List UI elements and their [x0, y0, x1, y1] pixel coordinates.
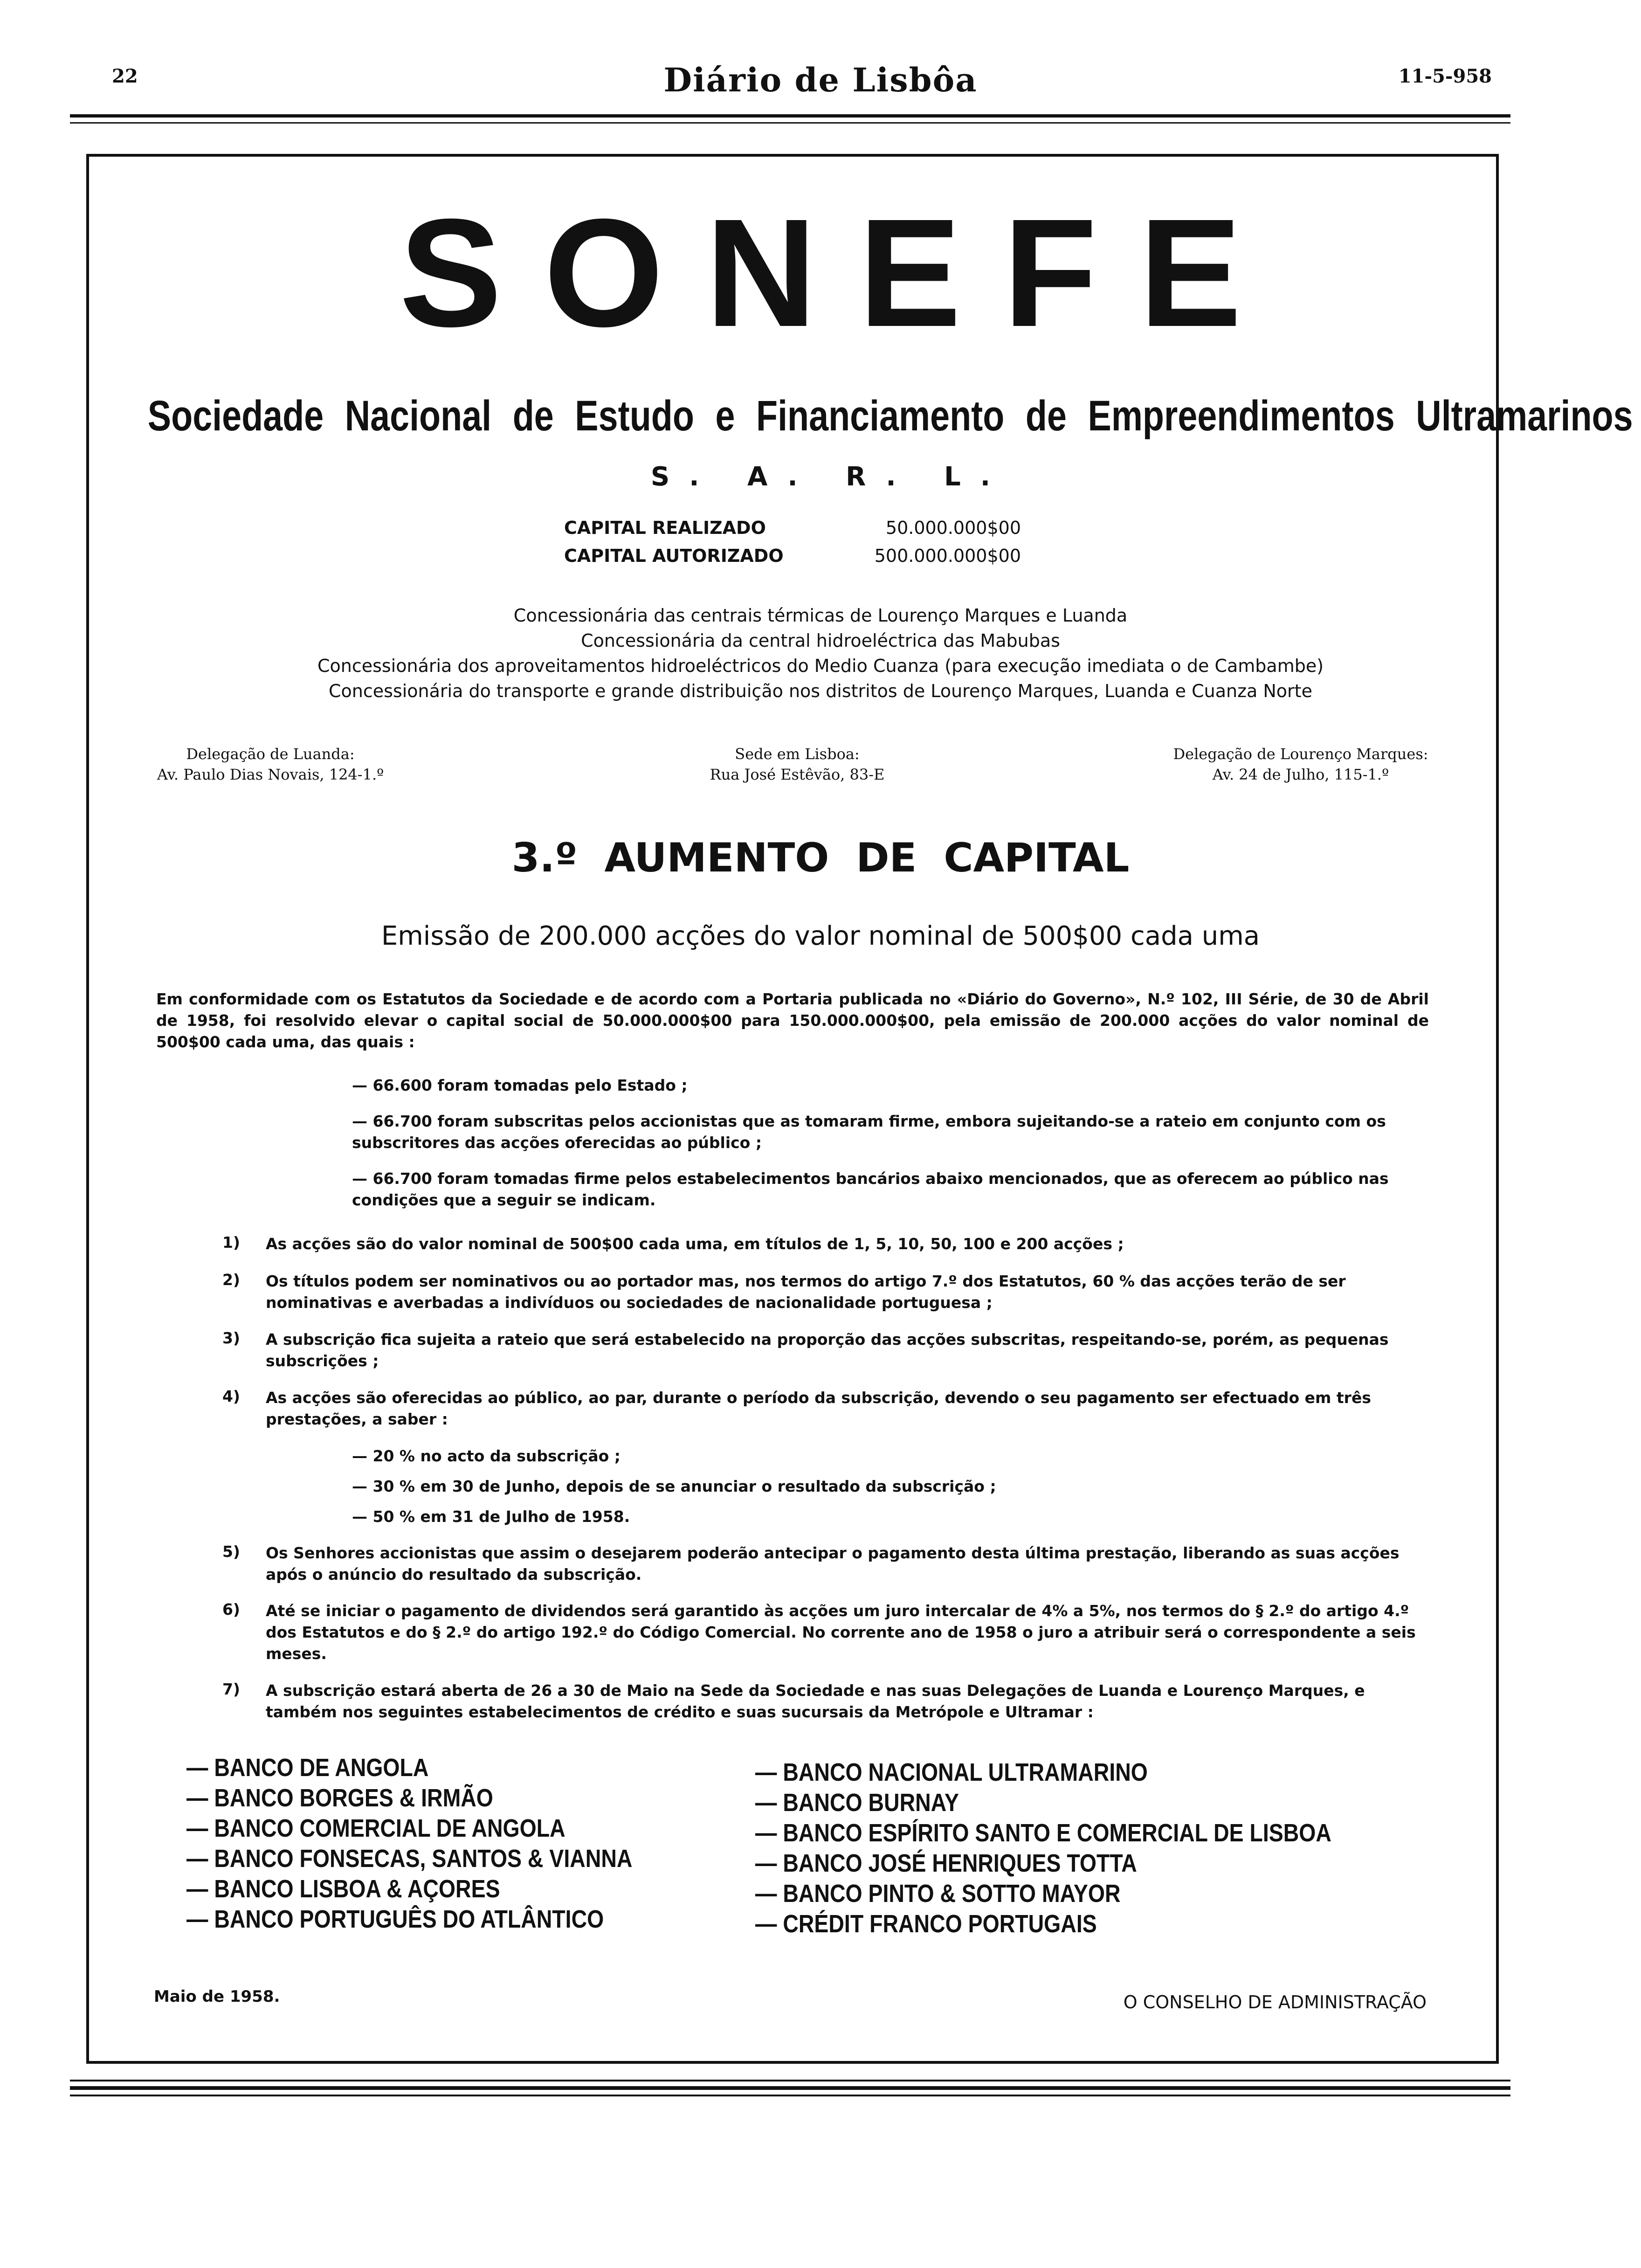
- condition-text: A subscrição fica sujeita a rateio que será estabelecido na proporção das acções subscritas, respeitando-se, porém, as pequenas subscrições ;: [266, 1330, 1389, 1370]
- footer-date: Maio de 1958.: [154, 1987, 280, 2006]
- footer-rule-thin: [70, 2080, 1510, 2081]
- page-number: 22: [112, 65, 138, 87]
- capital-autorizado-label: CAPITAL AUTORIZADO: [564, 546, 784, 566]
- header-rule-thick: [70, 114, 1510, 118]
- bank-list-item: — BANCO BORGES & IRMÃO: [186, 1784, 493, 1812]
- bank-list-item: — BANCO NACIONAL ULTRAMARINO: [755, 1758, 1148, 1786]
- condition-number: 5): [222, 1542, 240, 1561]
- issue-date: 11-5-958: [1398, 65, 1492, 87]
- office-lisboa: [662, 744, 932, 785]
- capital-autorizado-value: 500.000.000$00: [874, 546, 1021, 566]
- concession-line: Concessionária do transporte e grande distribuição nos distritos de Lourenço Marques, Luanda e Cuanza Norte: [329, 681, 1312, 701]
- office-address: Rua José Estêvão, 83-E: [710, 766, 885, 783]
- condition-number: 4): [222, 1387, 240, 1405]
- footer-signature: O CONSELHO DE ADMINISTRAÇÃO: [1123, 1992, 1427, 2012]
- footer-rule-thin-2: [70, 2095, 1510, 2096]
- office-luanda: [140, 744, 401, 785]
- allocation-item: — 66.600 foram tomadas pelo Estado ;: [352, 1076, 688, 1094]
- condition-text: As acções são do valor nominal de 500$00 cada uma, em títulos de 1, 5, 10, 50, 100 e 200 acções ;: [266, 1235, 1124, 1253]
- bank-list-item: — BANCO LISBOA & AÇORES: [186, 1875, 500, 1903]
- office-title: Delegação de Lourenço Marques:: [1173, 745, 1428, 763]
- bank-list-item: — CRÉDIT FRANCO PORTUGAIS: [755, 1910, 1097, 1938]
- bank-list-item: — BANCO PORTUGUÊS DO ATLÂNTICO: [186, 1905, 604, 1933]
- capital-realizado-label: CAPITAL REALIZADO: [564, 518, 766, 538]
- office-address: Av. Paulo Dias Novais, 124-1.º: [157, 766, 384, 783]
- bank-list-item: — BANCO PINTO & SOTTO MAYOR: [755, 1880, 1121, 1908]
- installment-item: — 50 % em 31 de Julho de 1958.: [352, 1507, 630, 1526]
- capital-realizado-value: 50.000.000$00: [885, 518, 1021, 538]
- company-logo-text: SONEFE: [399, 187, 1284, 359]
- installment-item: — 20 % no acto da subscrição ;: [352, 1447, 621, 1465]
- bank-list-item: — BANCO BURNAY: [755, 1789, 959, 1817]
- company-full-name: Sociedade Nacional de Estudo e Financiamento de Empreendimentos Ultramarinos: [147, 392, 1633, 440]
- concession-line: Concessionária da central hidroeléctrica das Mabubas: [581, 630, 1060, 651]
- newspaper-masthead: Diário de Lisbôa: [663, 61, 978, 99]
- concession-line: Concessionária dos aproveitamentos hidroeléctricos do Medio Cuanza (para execução imediata o de Cambambe): [317, 656, 1324, 676]
- bank-list-item: — BANCO COMERCIAL DE ANGOLA: [186, 1814, 565, 1842]
- office-lourenco-marques: [1147, 744, 1455, 785]
- allocation-item: — 66.700 foram subscritas pelos accionistas que as tomaram firme, embora sujeitando-se a rateio em conjunto com os subscritores das acções oferecidas ao público ;: [352, 1112, 1386, 1152]
- condition-text: Até se iniciar o pagamento de dividendos será garantido às acções um juro intercalar de 4% a 5%, nos termos do § 2.º do artigo 4.º dos Estatutos e do § 2.º do artigo 192.º do Código Comercial. No corrente ano de 1958 o juro a atribuir será o correspondente a seis meses.: [266, 1602, 1416, 1663]
- bank-list-item: — BANCO FONSECAS, SANTOS & VIANNA: [186, 1845, 633, 1873]
- announcement-title: 3.º AUMENTO DE CAPITAL: [511, 835, 1130, 881]
- bank-list-item: — BANCO DE ANGOLA: [186, 1754, 429, 1782]
- footer-rule-thick: [70, 2086, 1510, 2090]
- condition-text: As acções são oferecidas ao público, ao par, durante o período da subscrição, devendo o seu pagamento ser efectuado em três prestações, a saber :: [266, 1389, 1371, 1428]
- concession-line: Concessionária das centrais térmicas de Lourenço Marques e Luanda: [513, 605, 1128, 626]
- office-address: Av. 24 de Julho, 115-1.º: [1212, 766, 1389, 783]
- condition-text: Os Senhores accionistas que assim o desejarem poderão antecipar o pagamento desta última prestação, liberando as suas acções após o anúncio do resultado da subscrição.: [266, 1544, 1400, 1583]
- condition-number: 3): [222, 1329, 240, 1347]
- bank-list-item: — BANCO ESPÍRITO SANTO E COMERCIAL DE LISBOA: [755, 1819, 1331, 1847]
- condition-number: 7): [222, 1680, 240, 1698]
- condition-number: 1): [222, 1233, 240, 1252]
- condition-number: 2): [222, 1271, 240, 1289]
- office-title: Sede em Lisboa:: [735, 745, 860, 763]
- office-title: Delegação de Luanda:: [186, 745, 355, 763]
- condition-number: 6): [222, 1600, 240, 1618]
- intro-paragraph: Em conformidade com os Estatutos da Sociedade e de acordo com a Portaria publicada no «Diário do Governo», N.º 102, III Série, de 30 de Abril de 1958, foi resolvido elevar o capital social de 50.000.000$00 para 150.000.000$00, pela emissão de 200.000 acções do valor nominal de 500$00 cada uma, das quais :: [156, 990, 1429, 1051]
- allocation-item: — 66.700 foram tomadas firme pelos estabelecimentos bancários abaixo mencionados, que as oferecem ao público nas condições que a seguir se indicam.: [352, 1169, 1389, 1209]
- bank-list-item: — BANCO JOSÉ HENRIQUES TOTTA: [755, 1849, 1137, 1877]
- header-rule-thin: [70, 122, 1510, 124]
- installment-item: — 30 % em 30 de Junho, depois de se anunciar o resultado da subscrição ;: [352, 1477, 996, 1495]
- announcement-subtitle: Emissão de 200.000 acções do valor nominal de 500$00 cada uma: [381, 921, 1260, 951]
- company-legal-form: S. A. R. L.: [650, 462, 1010, 492]
- condition-text: Os títulos podem ser nominativos ou ao portador mas, nos termos do artigo 7.º dos Estatutos, 60 % das acções terão de ser nominativas e averbadas a indivíduos ou sociedades de nacionalidade portuguesa ;: [266, 1272, 1346, 1312]
- condition-text: A subscrição estará aberta de 26 a 30 de Maio na Sede da Sociedade e nas suas Delegações de Luanda e Lourenço Marques, e também nos seguintes estabelecimentos de crédito e suas sucursais da Metrópole e Ultramar :: [266, 1681, 1365, 1721]
